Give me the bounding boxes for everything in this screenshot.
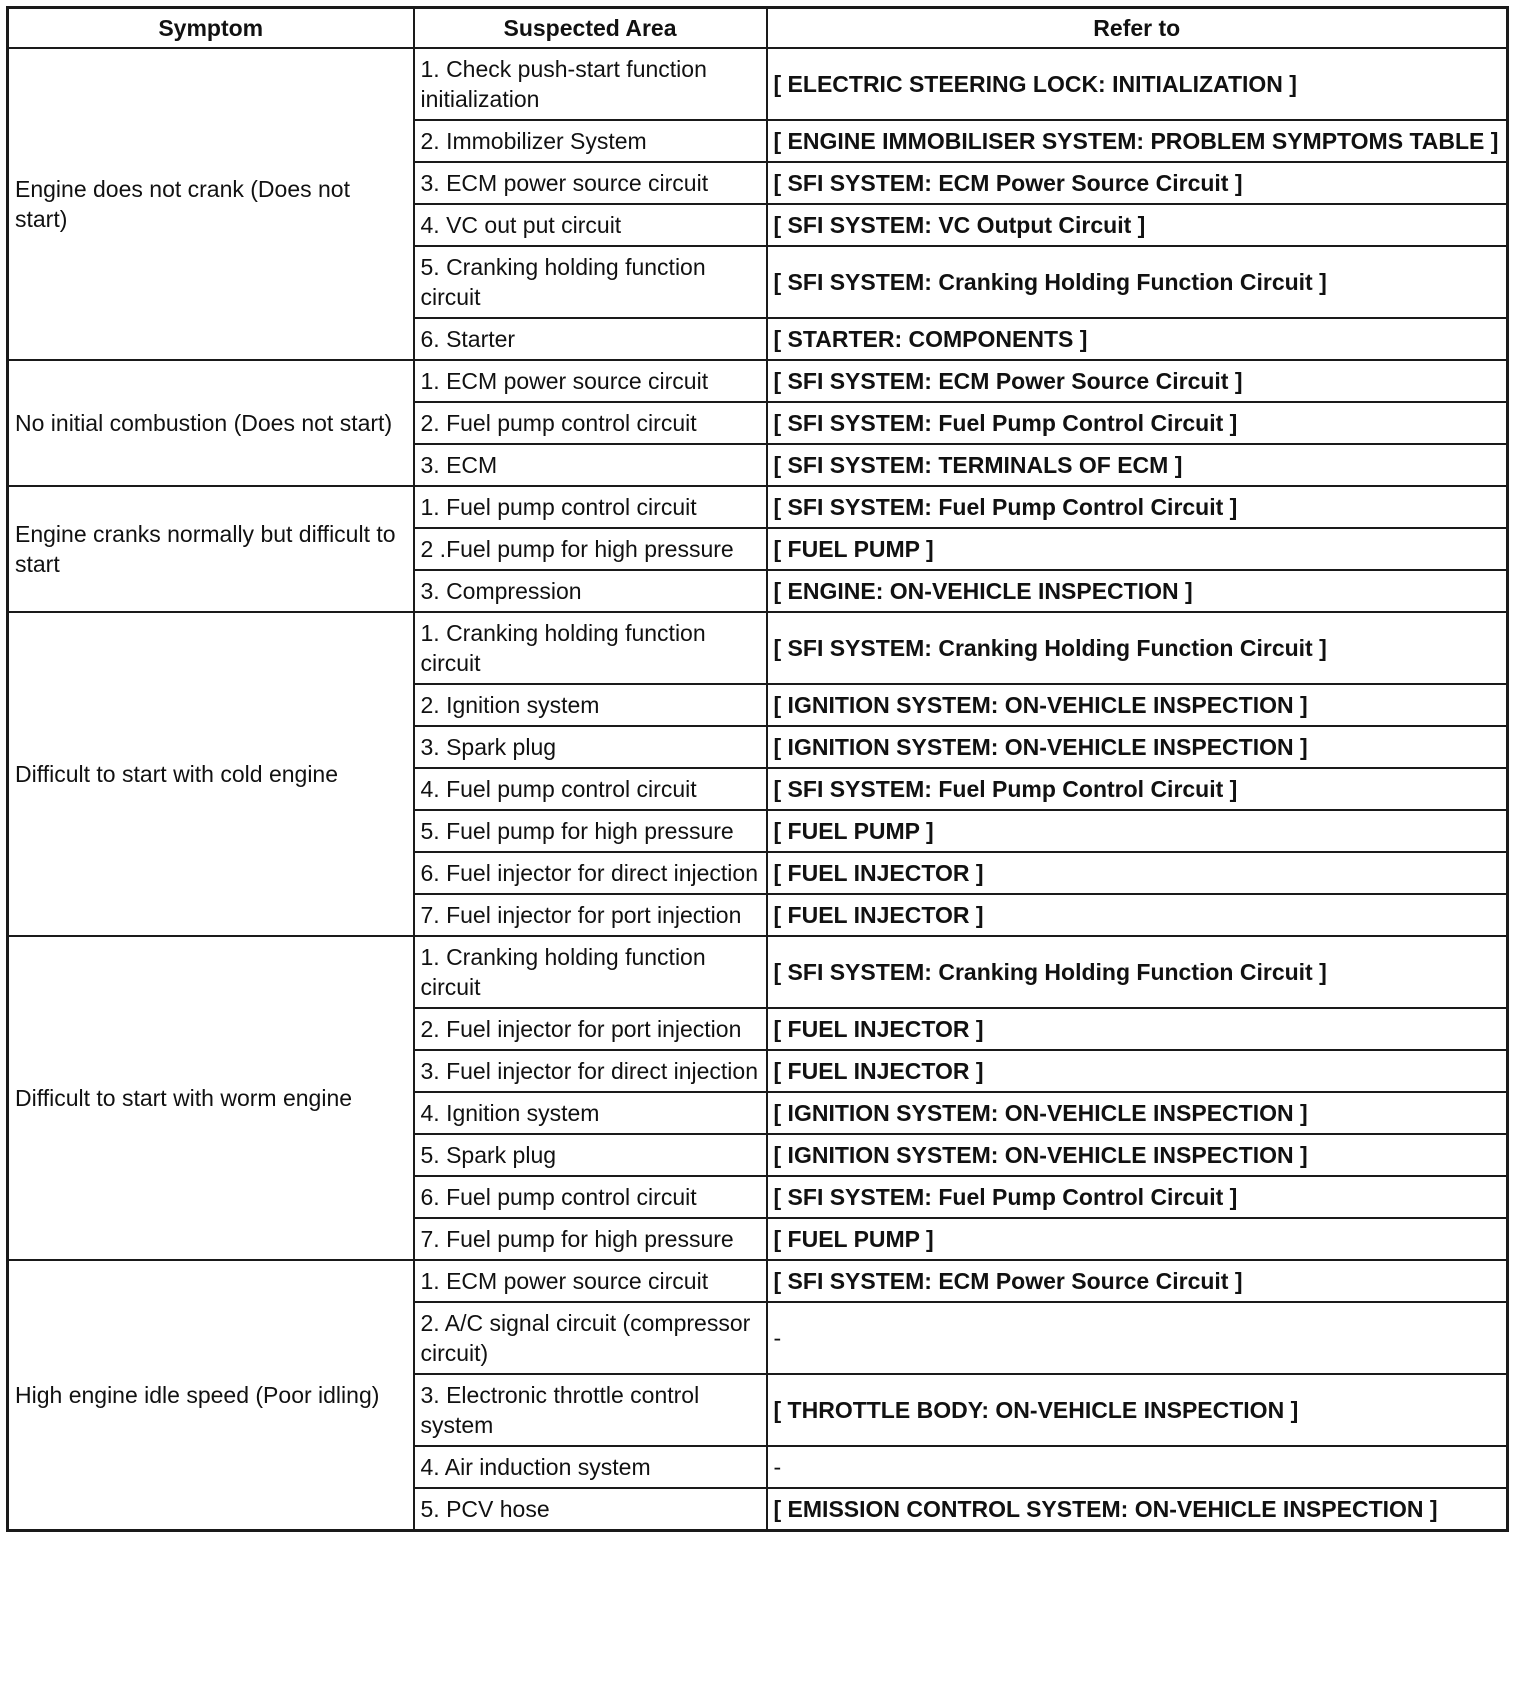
- table-body: [8, 48, 1508, 1531]
- symptom-cell: Difficult to start with worm engine: [8, 936, 414, 1260]
- refer-to-cell: [ ELECTRIC STEERING LOCK: INITIALIZATION ]: [767, 48, 1508, 120]
- suspected-area-cell: 5. Fuel pump for high pressure: [414, 810, 767, 852]
- suspected-area-cell: 7. Fuel injector for port injection: [414, 894, 767, 936]
- symptom-cell: No initial combustion (Does not start): [8, 360, 414, 486]
- refer-to-cell: [ SFI SYSTEM: ECM Power Source Circuit ]: [767, 162, 1508, 204]
- suspected-area-cell: 3. Fuel injector for direct injection: [414, 1050, 767, 1092]
- refer-to-cell: [ STARTER: COMPONENTS ]: [767, 318, 1508, 360]
- symptom-cell: Difficult to start with cold engine: [8, 612, 414, 936]
- refer-to-cell: [ FUEL INJECTOR ]: [767, 852, 1508, 894]
- table-row: [8, 1260, 1508, 1302]
- suspected-area-cell: 3. ECM power source circuit: [414, 162, 767, 204]
- header-symptom: Symptom: [8, 8, 414, 49]
- suspected-area-cell: 4. Fuel pump control circuit: [414, 768, 767, 810]
- refer-to-cell: [ SFI SYSTEM: ECM Power Source Circuit ]: [767, 1260, 1508, 1302]
- refer-to-cell: [ FUEL INJECTOR ]: [767, 1008, 1508, 1050]
- refer-to-cell: [ SFI SYSTEM: Fuel Pump Control Circuit ]: [767, 1176, 1508, 1218]
- refer-to-cell: [ IGNITION SYSTEM: ON-VEHICLE INSPECTION ]: [767, 684, 1508, 726]
- refer-to-cell: [ IGNITION SYSTEM: ON-VEHICLE INSPECTION ]: [767, 1092, 1508, 1134]
- suspected-area-cell: 4. Air induction system: [414, 1446, 767, 1488]
- refer-to-cell: -: [767, 1446, 1508, 1488]
- refer-to-cell: [ SFI SYSTEM: Fuel Pump Control Circuit ]: [767, 402, 1508, 444]
- suspected-area-cell: 3. Electronic throttle control system: [414, 1374, 767, 1446]
- symptom-cell: Engine does not crank (Does not start): [8, 48, 414, 360]
- symptom-cell: Engine cranks normally but difficult to start: [8, 486, 414, 612]
- suspected-area-cell: 6. Fuel pump control circuit: [414, 1176, 767, 1218]
- refer-to-cell: [ FUEL INJECTOR ]: [767, 1050, 1508, 1092]
- suspected-area-cell: 2. A/C signal circuit (compressor circuit): [414, 1302, 767, 1374]
- document: [6, 6, 1506, 1532]
- refer-to-cell: [ SFI SYSTEM: Cranking Holding Function Circuit ]: [767, 612, 1508, 684]
- refer-to-cell: [ SFI SYSTEM: VC Output Circuit ]: [767, 204, 1508, 246]
- suspected-area-cell: 6. Starter: [414, 318, 767, 360]
- suspected-area-cell: 5. PCV hose: [414, 1488, 767, 1531]
- refer-to-cell: [ SFI SYSTEM: Cranking Holding Function Circuit ]: [767, 936, 1508, 1008]
- refer-to-cell: [ FUEL INJECTOR ]: [767, 894, 1508, 936]
- suspected-area-cell: 4. Ignition system: [414, 1092, 767, 1134]
- problem-symptoms-table: [6, 6, 1509, 1532]
- suspected-area-cell: 1. ECM power source circuit: [414, 360, 767, 402]
- table-row: [8, 486, 1508, 528]
- refer-to-cell: [ SFI SYSTEM: ECM Power Source Circuit ]: [767, 360, 1508, 402]
- refer-to-cell: [ ENGINE: ON-VEHICLE INSPECTION ]: [767, 570, 1508, 612]
- suspected-area-cell: 4. VC out put circuit: [414, 204, 767, 246]
- refer-to-cell: [ SFI SYSTEM: Fuel Pump Control Circuit ]: [767, 768, 1508, 810]
- suspected-area-cell: 3. Spark plug: [414, 726, 767, 768]
- suspected-area-cell: 6. Fuel injector for direct injection: [414, 852, 767, 894]
- refer-to-cell: [ IGNITION SYSTEM: ON-VEHICLE INSPECTION ]: [767, 1134, 1508, 1176]
- refer-to-cell: [ SFI SYSTEM: TERMINALS OF ECM ]: [767, 444, 1508, 486]
- header-refer-to: Refer to: [767, 8, 1508, 49]
- suspected-area-cell: 3. Compression: [414, 570, 767, 612]
- suspected-area-cell: 1. ECM power source circuit: [414, 1260, 767, 1302]
- suspected-area-cell: 1. Fuel pump control circuit: [414, 486, 767, 528]
- suspected-area-cell: 2. Ignition system: [414, 684, 767, 726]
- refer-to-cell: [ THROTTLE BODY: ON-VEHICLE INSPECTION ]: [767, 1374, 1508, 1446]
- refer-to-cell: [ FUEL PUMP ]: [767, 528, 1508, 570]
- refer-to-cell: [ IGNITION SYSTEM: ON-VEHICLE INSPECTION ]: [767, 726, 1508, 768]
- refer-to-cell: [ SFI SYSTEM: Cranking Holding Function Circuit ]: [767, 246, 1508, 318]
- table-row: [8, 360, 1508, 402]
- suspected-area-cell: 7. Fuel pump for high pressure: [414, 1218, 767, 1260]
- header-suspected-area: Suspected Area: [414, 8, 767, 49]
- refer-to-cell: [ SFI SYSTEM: Fuel Pump Control Circuit ]: [767, 486, 1508, 528]
- table-row: [8, 936, 1508, 1008]
- refer-to-cell: -: [767, 1302, 1508, 1374]
- header-row: [8, 8, 1508, 49]
- suspected-area-cell: 5. Cranking holding function circuit: [414, 246, 767, 318]
- refer-to-cell: [ FUEL PUMP ]: [767, 1218, 1508, 1260]
- suspected-area-cell: 1. Cranking holding function circuit: [414, 936, 767, 1008]
- table-row: [8, 48, 1508, 120]
- suspected-area-cell: 1. Cranking holding function circuit: [414, 612, 767, 684]
- table-row: [8, 612, 1508, 684]
- suspected-area-cell: 2. Fuel injector for port injection: [414, 1008, 767, 1050]
- suspected-area-cell: 2 .Fuel pump for high pressure: [414, 528, 767, 570]
- refer-to-cell: [ EMISSION CONTROL SYSTEM: ON-VEHICLE INSPECTION ]: [767, 1488, 1508, 1531]
- suspected-area-cell: 5. Spark plug: [414, 1134, 767, 1176]
- suspected-area-cell: 2. Fuel pump control circuit: [414, 402, 767, 444]
- refer-to-cell: [ FUEL PUMP ]: [767, 810, 1508, 852]
- suspected-area-cell: 3. ECM: [414, 444, 767, 486]
- symptom-cell: High engine idle speed (Poor idling): [8, 1260, 414, 1531]
- suspected-area-cell: 2. Immobilizer System: [414, 120, 767, 162]
- refer-to-cell: [ ENGINE IMMOBILISER SYSTEM: PROBLEM SYMPTOMS TABLE ]: [767, 120, 1508, 162]
- suspected-area-cell: 1. Check push-start function initialization: [414, 48, 767, 120]
